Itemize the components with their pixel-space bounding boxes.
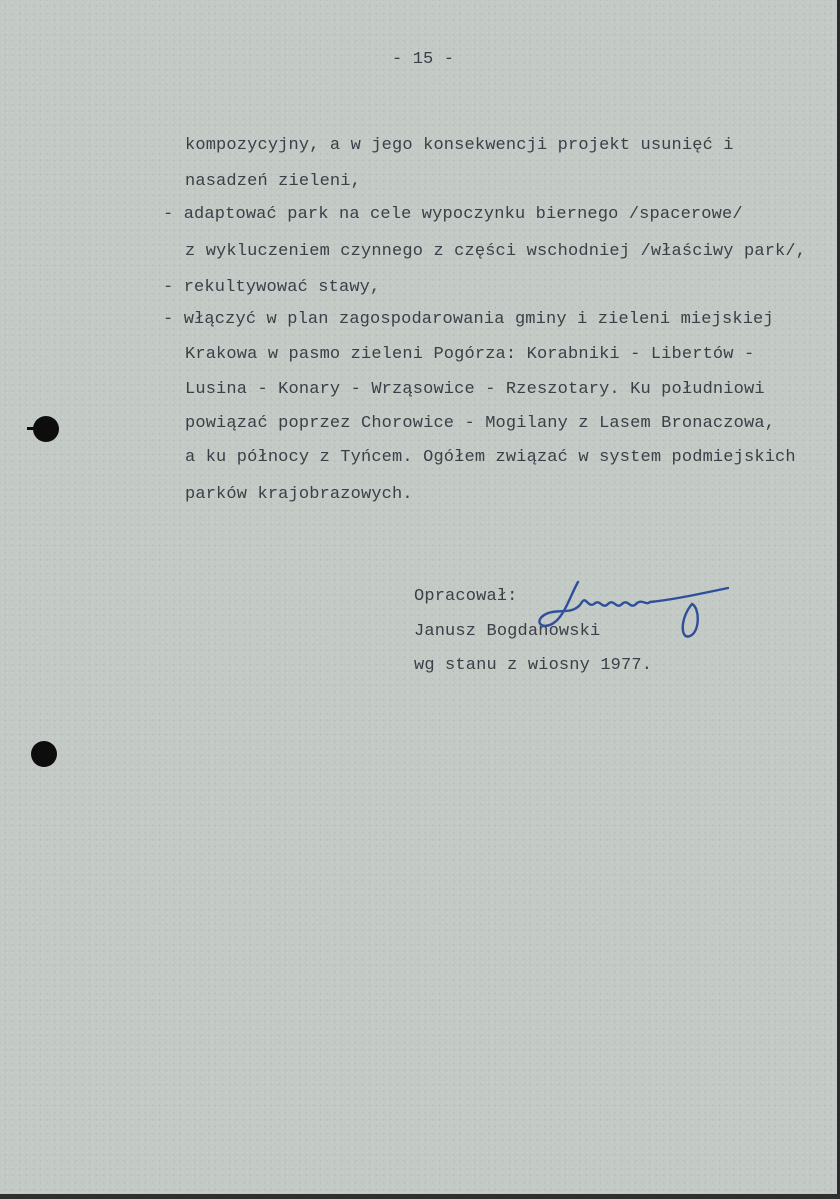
body-line: - adaptować park na cele wypoczynku biernego /spacerowe/: [163, 205, 743, 224]
body-line: nasadzeń zieleni,: [185, 172, 361, 191]
body-line: kompozycyjny, a w jego konsekwencji projekt usunięć i: [185, 136, 734, 155]
punch-hole-top-mark: [27, 427, 37, 430]
body-line: a ku północy z Tyńcem. Ogółem związać w system podmiejskich: [185, 448, 796, 467]
body-line: parków krajobrazowych.: [185, 485, 413, 504]
body-line: Krakowa w pasmo zieleni Pogórza: Korabniki - Libertów -: [185, 345, 755, 364]
signature-icon: [530, 578, 735, 650]
body-line: - włączyć w plan zagospodarowania gminy i zieleni miejskiej: [163, 310, 774, 329]
signoff-date: wg stanu z wiosny 1977.: [414, 656, 653, 675]
page-number: - 15 -: [392, 50, 455, 69]
page-bottom-edge: [0, 1194, 840, 1199]
signoff-label: Opracował:: [414, 587, 518, 606]
punch-hole-bottom: [31, 741, 57, 767]
body-line: powiązać poprzez Chorowice - Mogilany z Lasem Bronaczowa,: [185, 414, 776, 433]
signoff-author: Janusz Bogdanowski: [414, 622, 601, 641]
body-line: z wykluczeniem czynnego z części wschodniej /właściwy park/,: [185, 242, 807, 261]
body-line: Lusina - Konary - Wrząsowice - Rzeszotary. Ku południowi: [185, 380, 765, 399]
body-line: - rekultywować stawy,: [163, 278, 381, 297]
